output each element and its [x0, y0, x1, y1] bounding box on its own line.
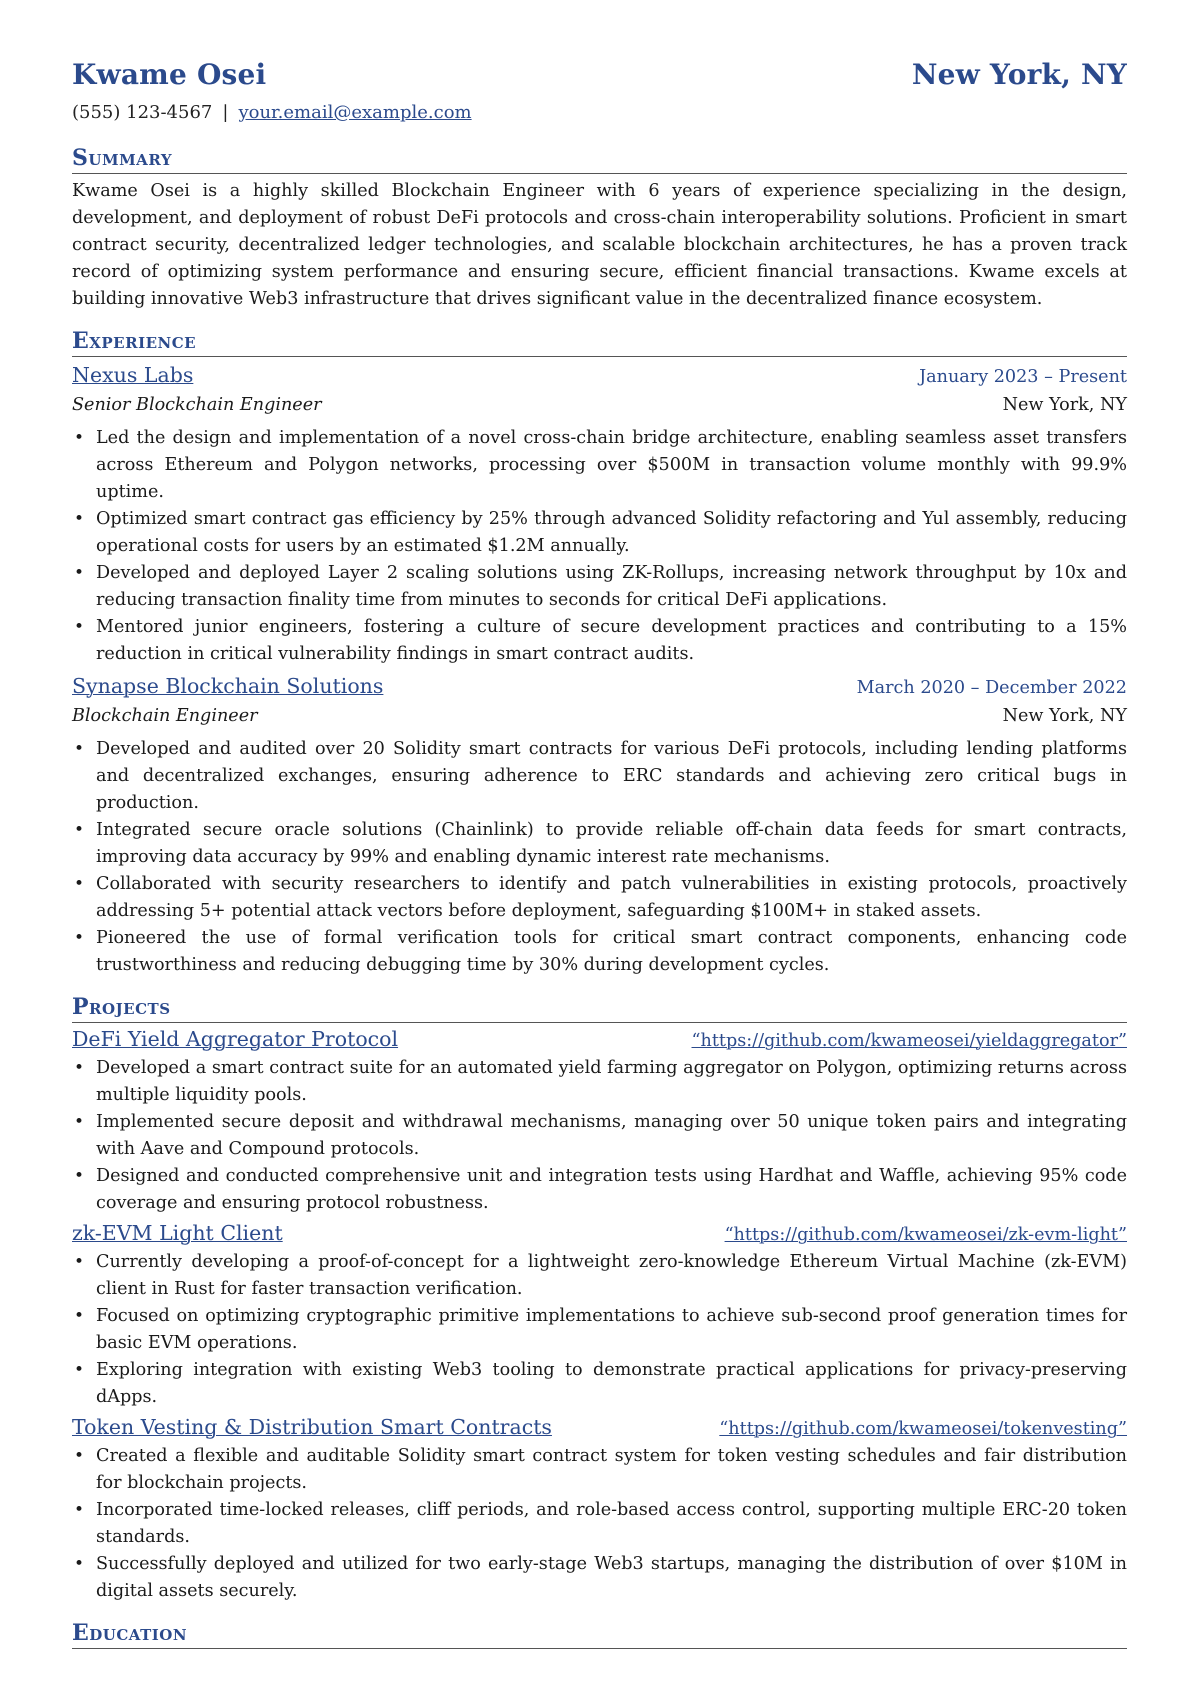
- job-subheader: [72, 391, 1127, 419]
- project-bullets: [72, 1249, 1127, 1411]
- job-entry: [72, 672, 1127, 979]
- bullet-item: • Incorporated time-locked releases, cliff periods, and role-based access control, supporting multiple ERC-20 token standards.: [96, 1497, 1127, 1551]
- project-header: [72, 1026, 1127, 1055]
- section-title-projects: Projects: [72, 993, 1127, 1023]
- job-location: New York, NY: [1002, 706, 1127, 726]
- job-role: Senior Blockchain Engineer: [72, 395, 322, 415]
- project-entry: [72, 1220, 1127, 1411]
- project-bullets: [72, 1443, 1127, 1605]
- bullet-item: • Created a flexible and auditable Solidity smart contract system for token vesting schedules and fair distribution for blockchain projects.: [96, 1443, 1127, 1497]
- bullet-item: • Led the design and implementation of a novel cross-chain bridge architecture, enabling seamless asset transfers across Ethereum and Polygon networks, processing over $500M in transaction volume monthly with 99.9% uptime.: [96, 425, 1127, 506]
- job-entry: [72, 361, 1127, 668]
- resume-header: [72, 58, 1127, 98]
- section-title-experience: Experience: [72, 327, 1127, 357]
- bullet-item: • Integrated secure oracle solutions (Chainlink) to provide reliable off-chain data feeds for smart contracts, improving data accuracy by 99% and enabling dynamic interest rate mechanisms.: [96, 817, 1127, 871]
- email-link[interactable]: your.email@example.com: [238, 102, 472, 123]
- resume-page: [72, 58, 1127, 1649]
- bullet-item: • Successfully deployed and utilized for two early-stage Web3 startups, managing the distribution of over $10M in digital assets securely.: [96, 1551, 1127, 1605]
- contact-separator: |: [222, 102, 229, 123]
- bullet-item: • Currently developing a proof-of-concept for a lightweight zero-knowledge Ethereum Virtual Machine (zk-EVM) client in Rust for faster transaction verification.: [96, 1249, 1127, 1303]
- job-dates: March 2020 – December 2022: [856, 678, 1127, 698]
- summary-text: Kwame Osei is a highly skilled Blockchain Engineer with 6 years of experience specializing in the design, development, and deployment of robust DeFi protocols and cross-chain interoperability solutions. Proficient in smart contract security, decentralized ledger technologies, and scalable blockchain architectures, he has a proven track record of optimizing system performance and ensuring secure, efficient financial transactions. Kwame excels at building innovative Web3 infrastructure that drives significant value in the decentralized finance ecosystem.: [72, 181, 1127, 309]
- bullet-item: • Exploring integration with existing Web3 tooling to demonstrate practical applications for privacy-preserving dApps.: [96, 1357, 1127, 1411]
- section-title-education: Education: [72, 1619, 1127, 1649]
- bullet-item: • Mentored junior engineers, fostering a culture of secure development practices and contributing to a 15% reduction in critical vulnerability findings in smart contract audits.: [96, 614, 1127, 668]
- job-role: Blockchain Engineer: [72, 706, 258, 726]
- bullet-item: • Developed and deployed Layer 2 scaling solutions using ZK-Rollups, increasing network throughput by 10x and reducing transaction finality time from minutes to seconds for critical DeFi applications.: [96, 560, 1127, 614]
- project-entry: [72, 1026, 1127, 1217]
- job-header: [72, 361, 1127, 391]
- project-name[interactable]: zk-EVM Light Client: [72, 1221, 283, 1245]
- job-bullets: [72, 425, 1127, 668]
- bullet-item: • Collaborated with security researchers to identify and patch vulnerabilities in existing protocols, proactively addressing 5+ potential attack vectors before deployment, safeguarding $100M+ in staked assets.: [96, 871, 1127, 925]
- bullet-item: • Implemented secure deposit and withdrawal mechanisms, managing over 50 unique token pairs and integrating with Aave and Compound protocols.: [96, 1109, 1127, 1163]
- project-header: [72, 1220, 1127, 1249]
- job-company[interactable]: Nexus Labs: [72, 363, 194, 387]
- contact-info: [72, 102, 1127, 130]
- job-header: [72, 672, 1127, 702]
- section-title-summary: Summary: [72, 144, 1127, 174]
- project-entry: [72, 1414, 1127, 1605]
- bullet-item: • Developed a smart contract suite for an automated yield farming aggregator on Polygon, optimizing returns across multiple liquidity pools.: [96, 1055, 1127, 1109]
- project-url-link[interactable]: “https://github.com/kwameosei/tokenvesting”: [719, 1419, 1127, 1439]
- bullet-item: • Developed and audited over 20 Solidity smart contracts for various DeFi protocols, including lending platforms and decentralized exchanges, ensuring adherence to ERC standards and achieving zero critical bugs in production.: [96, 736, 1127, 817]
- project-bullets: [72, 1055, 1127, 1217]
- job-location: New York, NY: [1002, 395, 1127, 415]
- job-company[interactable]: Synapse Blockchain Solutions: [72, 674, 384, 698]
- bullet-item: • Optimized smart contract gas efficiency by 25% through advanced Solidity refactoring and Yul assembly, reducing operational costs for users by an estimated $1.2M annually.: [96, 506, 1127, 560]
- project-url-link[interactable]: “https://github.com/kwameosei/zk-evm-light”: [724, 1225, 1127, 1245]
- job-bullets: [72, 736, 1127, 979]
- job-dates: January 2023 – Present: [919, 367, 1127, 387]
- bullet-item: • Designed and conducted comprehensive unit and integration tests using Hardhat and Waffle, achieving 95% code coverage and ensuring protocol robustness.: [96, 1163, 1127, 1217]
- project-name[interactable]: DeFi Yield Aggregator Protocol: [72, 1027, 399, 1051]
- bullet-item: • Pioneered the use of formal verification tools for critical smart contract components, enhancing code trustworthiness and reducing debugging time by 30% during development cycles.: [96, 925, 1127, 979]
- candidate-name: Kwame Osei: [72, 58, 267, 91]
- bullet-item: • Focused on optimizing cryptographic primitive implementations to achieve sub-second proof generation times for basic EVM operations.: [96, 1303, 1127, 1357]
- candidate-location: New York, NY: [911, 58, 1127, 91]
- project-header: [72, 1414, 1127, 1443]
- project-url-link[interactable]: “https://github.com/kwameosei/yieldaggregator”: [691, 1031, 1127, 1051]
- phone-number: (555) 123-4567: [72, 102, 213, 123]
- job-subheader: [72, 702, 1127, 730]
- project-name[interactable]: Token Vesting & Distribution Smart Contracts: [72, 1415, 552, 1439]
